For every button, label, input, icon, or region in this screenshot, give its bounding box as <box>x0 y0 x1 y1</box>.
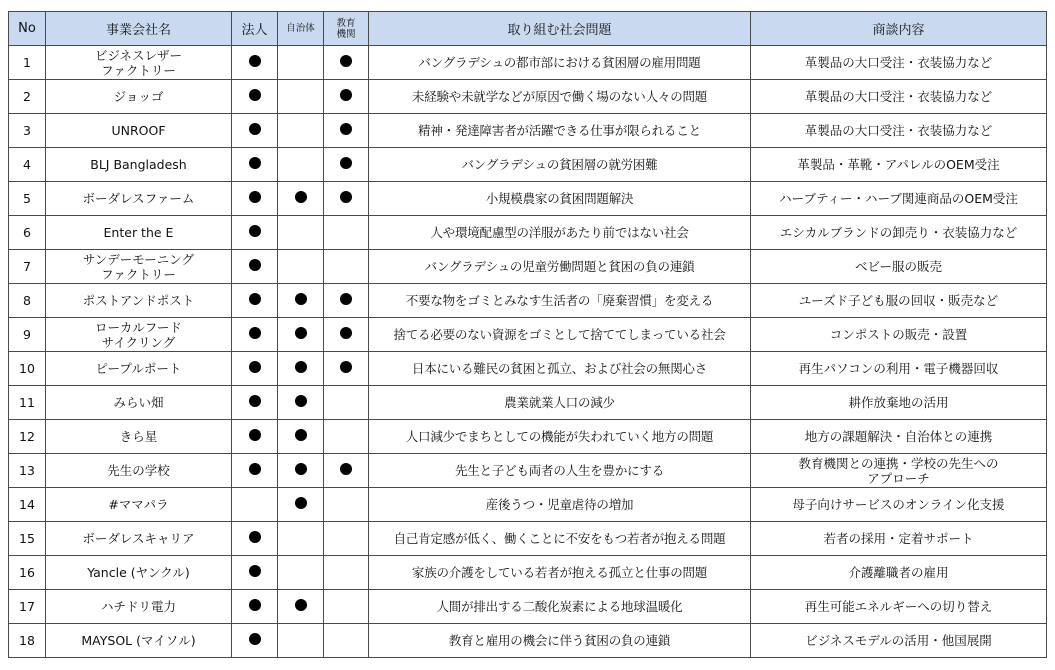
filled-circle-icon <box>295 191 307 203</box>
table-row <box>9 352 1047 386</box>
kyouiku-mark-cell <box>324 386 369 420</box>
meeting-content: 再生パソコンの利用・電子機器回収 <box>751 352 1047 386</box>
houjin-mark-cell <box>232 216 278 250</box>
kyouiku-mark-cell <box>324 420 369 454</box>
houjin-mark-cell <box>232 522 278 556</box>
jichitai-mark-cell <box>278 80 324 114</box>
social-issue: 小規模農家の貧困問題解決 <box>369 182 751 216</box>
filled-circle-icon <box>249 361 261 373</box>
filled-circle-icon <box>340 123 352 135</box>
company-name: BLJ Bangladesh <box>46 148 232 182</box>
row-no: 8 <box>9 284 46 318</box>
header-jichitai: 自治体 <box>278 12 324 46</box>
row-no: 18 <box>9 624 46 658</box>
filled-circle-icon <box>249 123 261 135</box>
jichitai-mark-cell <box>278 182 324 216</box>
table-row <box>9 148 1047 182</box>
table-row <box>9 590 1047 624</box>
row-no: 6 <box>9 216 46 250</box>
kyouiku-mark-cell <box>324 522 369 556</box>
houjin-mark-cell <box>232 46 278 80</box>
row-no: 9 <box>9 318 46 352</box>
social-issue: 不要な物をゴミとみなす生活者の「廃棄習慣」を変える <box>369 284 751 318</box>
filled-circle-icon <box>249 463 261 475</box>
meeting-content: ハーブティー・ハーブ関連商品のOEM受注 <box>751 182 1047 216</box>
houjin-mark-cell <box>232 148 278 182</box>
jichitai-mark-cell <box>278 488 324 522</box>
company-name: ジョッゴ <box>46 80 232 114</box>
row-no: 16 <box>9 556 46 590</box>
meeting-content: 母子向けサービスのオンライン化支援 <box>751 488 1047 522</box>
social-issue: 未経験や未就学などが原因で働く場のない人々の問題 <box>369 80 751 114</box>
social-issue: 人間が排出する二酸化炭素による地球温暖化 <box>369 590 751 624</box>
social-issue: 農業就業人口の減少 <box>369 386 751 420</box>
header-issue: 取り組む社会問題 <box>369 12 751 46</box>
company-name: 先生の学校 <box>46 454 232 488</box>
row-no: 5 <box>9 182 46 216</box>
filled-circle-icon <box>249 395 261 407</box>
kyouiku-mark-cell <box>324 590 369 624</box>
table-row <box>9 488 1047 522</box>
social-issue: 産後うつ・児童虐待の増加 <box>369 488 751 522</box>
filled-circle-icon <box>249 191 261 203</box>
company-name: ローカルフード サイクリング <box>46 318 232 352</box>
social-issue: 人口減少でまちとしての機能が失われていく地方の問題 <box>369 420 751 454</box>
company-name: きら星 <box>46 420 232 454</box>
kyouiku-mark-cell <box>324 80 369 114</box>
kyouiku-mark-cell <box>324 556 369 590</box>
jichitai-mark-cell <box>278 556 324 590</box>
filled-circle-icon <box>340 89 352 101</box>
row-no: 11 <box>9 386 46 420</box>
kyouiku-mark-cell <box>324 216 369 250</box>
company-name: MAYSOL (マイソル) <box>46 624 232 658</box>
company-name: ビジネスレザー ファクトリー <box>46 46 232 80</box>
filled-circle-icon <box>295 497 307 509</box>
company-name: Yancle (ヤンクル) <box>46 556 232 590</box>
kyouiku-mark-cell <box>324 352 369 386</box>
company-name: UNROOF <box>46 114 232 148</box>
jichitai-mark-cell <box>278 352 324 386</box>
kyouiku-mark-cell <box>324 318 369 352</box>
meeting-content: コンポストの販売・設置 <box>751 318 1047 352</box>
social-issue: 家族の介護をしている若者が抱える孤立と仕事の問題 <box>369 556 751 590</box>
jichitai-mark-cell <box>278 522 324 556</box>
table-row <box>9 250 1047 284</box>
kyouiku-mark-cell <box>324 284 369 318</box>
filled-circle-icon <box>249 293 261 305</box>
filled-circle-icon <box>340 463 352 475</box>
houjin-mark-cell <box>232 284 278 318</box>
header-no: No <box>9 12 46 46</box>
row-no: 2 <box>9 80 46 114</box>
table-row <box>9 556 1047 590</box>
meeting-content: 革製品・革靴・アパレルのOEM受注 <box>751 148 1047 182</box>
company-name: サンデーモーニング ファクトリー <box>46 250 232 284</box>
filled-circle-icon <box>295 429 307 441</box>
company-name: ポストアンドポスト <box>46 284 232 318</box>
table-row <box>9 318 1047 352</box>
kyouiku-mark-cell <box>324 454 369 488</box>
filled-circle-icon <box>295 599 307 611</box>
jichitai-mark-cell <box>278 318 324 352</box>
jichitai-mark-cell <box>278 624 324 658</box>
meeting-content: 若者の採用・定着サポート <box>751 522 1047 556</box>
jichitai-mark-cell <box>278 114 324 148</box>
meeting-content: 教育機関との連携・学校の先生への アプローチ <box>751 454 1047 488</box>
houjin-mark-cell <box>232 80 278 114</box>
table-row <box>9 80 1047 114</box>
company-name: ボーダレスファーム <box>46 182 232 216</box>
meeting-content: ベビー服の販売 <box>751 250 1047 284</box>
houjin-mark-cell <box>232 420 278 454</box>
row-no: 4 <box>9 148 46 182</box>
jichitai-mark-cell <box>278 590 324 624</box>
filled-circle-icon <box>249 633 261 645</box>
houjin-mark-cell <box>232 114 278 148</box>
filled-circle-icon <box>295 463 307 475</box>
row-no: 17 <box>9 590 46 624</box>
meeting-content: 耕作放棄地の活用 <box>751 386 1047 420</box>
meeting-content: ビジネスモデルの活用・他国展開 <box>751 624 1047 658</box>
social-issue: 先生と子ども両者の人生を豊かにする <box>369 454 751 488</box>
table-row <box>9 420 1047 454</box>
company-name: ハチドリ電力 <box>46 590 232 624</box>
jichitai-mark-cell <box>278 420 324 454</box>
kyouiku-mark-cell <box>324 114 369 148</box>
filled-circle-icon <box>249 259 261 271</box>
filled-circle-icon <box>249 565 261 577</box>
company-name: ピープルポート <box>46 352 232 386</box>
houjin-mark-cell <box>232 318 278 352</box>
filled-circle-icon <box>249 599 261 611</box>
social-issue: 捨てる必要のない資源をゴミとして捨ててしまっている社会 <box>369 318 751 352</box>
company-name: #ママパラ <box>46 488 232 522</box>
social-issue: バングラデシュの都市部における貧困層の雇用問題 <box>369 46 751 80</box>
kyouiku-mark-cell <box>324 488 369 522</box>
company-name: ボーダレスキャリア <box>46 522 232 556</box>
filled-circle-icon <box>340 361 352 373</box>
kyouiku-mark-cell <box>324 46 369 80</box>
kyouiku-mark-cell <box>324 250 369 284</box>
row-no: 12 <box>9 420 46 454</box>
houjin-mark-cell <box>232 454 278 488</box>
table-row <box>9 114 1047 148</box>
filled-circle-icon <box>249 429 261 441</box>
header-meeting: 商談内容 <box>751 12 1047 46</box>
row-no: 14 <box>9 488 46 522</box>
social-issue: 自己肯定感が低く、働くことに不安をもつ若者が抱える問題 <box>369 522 751 556</box>
filled-circle-icon <box>295 361 307 373</box>
jichitai-mark-cell <box>278 250 324 284</box>
table-row <box>9 386 1047 420</box>
meeting-content: ユーズド子ども服の回収・販売など <box>751 284 1047 318</box>
houjin-mark-cell <box>232 488 278 522</box>
header-kyouiku: 教育 機関 <box>324 12 369 46</box>
houjin-mark-cell <box>232 182 278 216</box>
table-row <box>9 522 1047 556</box>
table-row <box>9 284 1047 318</box>
row-no: 1 <box>9 46 46 80</box>
kyouiku-mark-cell <box>324 182 369 216</box>
row-no: 13 <box>9 454 46 488</box>
filled-circle-icon <box>249 89 261 101</box>
houjin-mark-cell <box>232 624 278 658</box>
row-no: 3 <box>9 114 46 148</box>
table-row <box>9 46 1047 80</box>
row-no: 7 <box>9 250 46 284</box>
company-name: Enter the E <box>46 216 232 250</box>
filled-circle-icon <box>249 55 261 67</box>
social-issue: 教育と雇用の機会に伴う貧困の負の連鎖 <box>369 624 751 658</box>
table-wrapper <box>8 11 1047 658</box>
social-issue: 精神・発達障害者が活躍できる仕事が限られること <box>369 114 751 148</box>
houjin-mark-cell <box>232 590 278 624</box>
filled-circle-icon <box>340 191 352 203</box>
social-issue: バングラデシュの貧困層の就労困難 <box>369 148 751 182</box>
jichitai-mark-cell <box>278 46 324 80</box>
jichitai-mark-cell <box>278 148 324 182</box>
table-row <box>9 454 1047 488</box>
header-row <box>9 12 1047 46</box>
jichitai-mark-cell <box>278 216 324 250</box>
social-issue: バングラデシュの児童労働問題と貧困の負の連鎖 <box>369 250 751 284</box>
filled-circle-icon <box>340 293 352 305</box>
houjin-mark-cell <box>232 352 278 386</box>
kyouiku-mark-cell <box>324 148 369 182</box>
houjin-mark-cell <box>232 386 278 420</box>
kyouiku-mark-cell <box>324 624 369 658</box>
company-table <box>8 11 1047 658</box>
meeting-content: 地方の課題解決・自治体との連携 <box>751 420 1047 454</box>
meeting-content: 革製品の大口受注・衣装協力など <box>751 114 1047 148</box>
table-row <box>9 216 1047 250</box>
table-row <box>9 624 1047 658</box>
filled-circle-icon <box>295 293 307 305</box>
jichitai-mark-cell <box>278 284 324 318</box>
filled-circle-icon <box>295 327 307 339</box>
meeting-content: エシカルブランドの卸売り・衣装協力など <box>751 216 1047 250</box>
table-body <box>9 46 1047 658</box>
row-no: 15 <box>9 522 46 556</box>
filled-circle-icon <box>295 395 307 407</box>
header-houjin: 法人 <box>232 12 278 46</box>
row-no: 10 <box>9 352 46 386</box>
meeting-content: 革製品の大口受注・衣装協力など <box>751 80 1047 114</box>
jichitai-mark-cell <box>278 454 324 488</box>
filled-circle-icon <box>340 327 352 339</box>
filled-circle-icon <box>249 157 261 169</box>
social-issue: 人や環境配慮型の洋服があたり前ではない社会 <box>369 216 751 250</box>
meeting-content: 介護離職者の雇用 <box>751 556 1047 590</box>
table-row <box>9 182 1047 216</box>
jichitai-mark-cell <box>278 386 324 420</box>
filled-circle-icon <box>249 327 261 339</box>
social-issue: 日本にいる難民の貧困と孤立、および社会の無関心さ <box>369 352 751 386</box>
header-company: 事業会社名 <box>46 12 232 46</box>
meeting-content: 再生可能エネルギーへの切り替え <box>751 590 1047 624</box>
company-name: みらい畑 <box>46 386 232 420</box>
houjin-mark-cell <box>232 556 278 590</box>
filled-circle-icon <box>340 55 352 67</box>
filled-circle-icon <box>249 531 261 543</box>
filled-circle-icon <box>340 157 352 169</box>
meeting-content: 革製品の大口受注・衣装協力など <box>751 46 1047 80</box>
filled-circle-icon <box>249 225 261 237</box>
houjin-mark-cell <box>232 250 278 284</box>
